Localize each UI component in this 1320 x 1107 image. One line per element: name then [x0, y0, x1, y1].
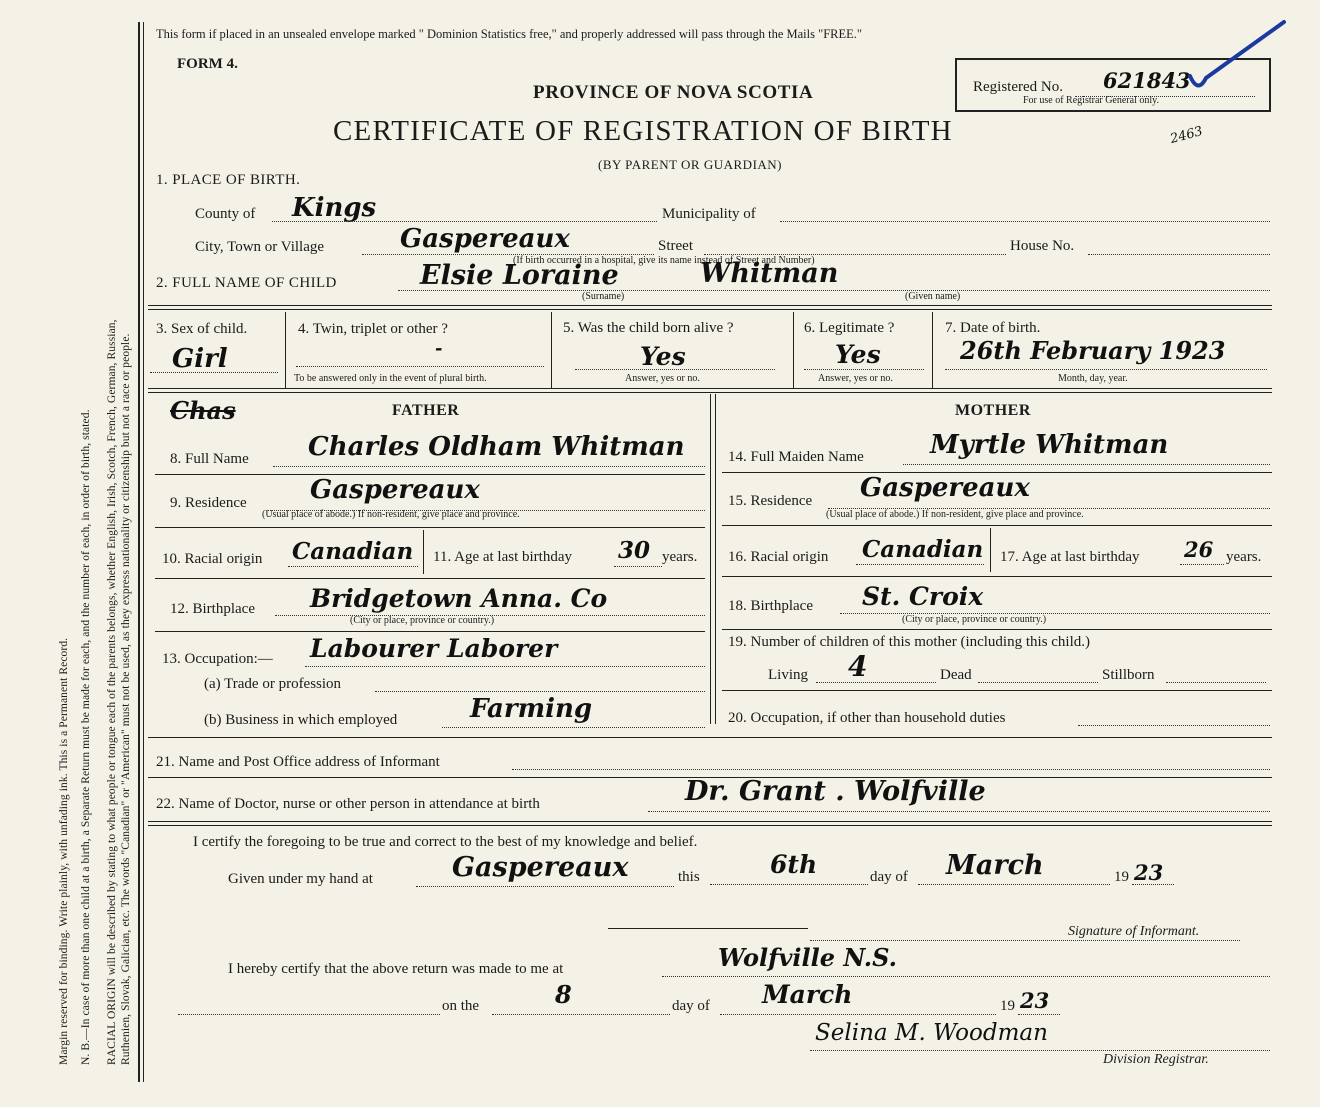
mother-years-label: years.: [1226, 549, 1262, 565]
certify-year-prefix: 19: [1114, 869, 1129, 885]
sex-value: Girl: [172, 344, 228, 374]
mother-residence-caption: (Usual place of abode.) If non-resident, give place and province.: [826, 509, 1084, 520]
mother-origin-label: 16. Racial origin: [728, 549, 829, 565]
stillborn-label: Stillborn: [1102, 667, 1155, 683]
surname-caption: (Surname): [582, 291, 625, 302]
registrar-signature: Selina M. Woodman: [815, 1020, 1048, 1046]
mother-name-value: Myrtle Whitman: [930, 430, 1169, 460]
house-number-label: House No.: [1010, 238, 1075, 254]
certify-statement: I certify the foregoing to be true and correct to the best of my knowledge and belief.: [193, 834, 698, 850]
legitimate-value: Yes: [835, 340, 881, 369]
county-label: County of: [195, 206, 256, 222]
children-count-label: 19. Number of children of this mother (including this child.): [728, 634, 1091, 650]
father-business-value: Farming: [470, 694, 593, 724]
born-alive-value: Yes: [640, 342, 686, 371]
street-label: Street: [658, 238, 693, 254]
father-birthplace-label: 12. Birthplace: [170, 601, 255, 617]
father-name-label: 8. Full Name: [170, 451, 249, 467]
father-residence-label: 9. Residence: [170, 495, 247, 511]
father-years-label: years.: [662, 549, 698, 565]
dob-value: 26th February 1923: [960, 336, 1226, 365]
city-label: City, Town or Village: [195, 239, 325, 255]
legitimate-caption: Answer, yes or no.: [818, 373, 893, 384]
mother-heading: MOTHER: [955, 402, 1031, 419]
registrar-general-note: For use of Registrar General only.: [1023, 95, 1159, 106]
mother-birthplace-value: St. Croix: [862, 582, 984, 611]
father-heading: FATHER: [392, 402, 460, 419]
postal-notice: This form if placed in an unsealed envelope marked " Dominion Statistics free," and properly addressed will pass through the Mails "FREE.": [156, 27, 863, 41]
mother-occupation-label: 20. Occupation, if other than household duties: [728, 710, 1006, 726]
mother-birthplace-caption: (City or place, province or country.): [902, 614, 1047, 625]
mother-birthplace-label: 18. Birthplace: [728, 598, 813, 614]
margin-note-racial-origin-cont: Ruthenien, Slovak, Galician, etc. The words "Canadian" or "American" must not be used, as they express nationality or citizenship but not a race or people.: [120, 333, 132, 1065]
registered-number: 621843: [1103, 68, 1191, 93]
division-registrar-label: Division Registrar.: [1103, 1052, 1209, 1067]
mother-origin-value: Canadian: [862, 536, 984, 563]
mother-name-label: 14. Full Maiden Name: [728, 449, 864, 465]
living-value: 4: [848, 650, 868, 683]
born-alive-label: 5. Was the child born alive ?: [563, 320, 734, 336]
dob-label: 7. Date of birth.: [945, 320, 1041, 336]
mother-age-value: 26: [1184, 537, 1214, 562]
given-name-caption: (Given name): [905, 291, 961, 302]
father-occupation-value: Labourer Laborer: [310, 634, 558, 663]
binding-line-inner: [143, 22, 144, 1082]
father-occupation-label: 13. Occupation:—: [162, 651, 273, 667]
province-heading: PROVINCE OF NOVA SCOTIA: [533, 82, 814, 103]
father-struck-text: Chas: [170, 396, 236, 425]
given-under-label: Given under my hand at: [228, 871, 373, 887]
certify-day-value: 6th: [770, 850, 818, 879]
margin-note-binding: Margin reserved for binding. Write plainly, with unfading ink. This is a Permanent Record.: [58, 637, 70, 1065]
registrar-month-value: March: [762, 980, 853, 1009]
this-label: this: [678, 869, 700, 885]
municipality-label: Municipality of: [662, 206, 756, 222]
registered-label: Registered No.: [973, 79, 1063, 95]
registrar-statement: I hereby certify that the above return was made to me at: [228, 961, 564, 977]
hospital-note: (If birth occurred in a hospital, give its name instead of Street and Number): [513, 255, 815, 266]
mother-residence-value: Gaspereaux: [860, 473, 1030, 503]
registrar-day-value: 8: [555, 980, 572, 1009]
on-the-label: on the: [442, 998, 480, 1014]
registrar-year-value: 23: [1020, 988, 1050, 1013]
margin-note-racial-origin: RACIAL ORIGIN will be described by stating to what people or tongue each of the parents belongs, whether English, Irish, Scotch, French, German, Russian,: [106, 319, 118, 1065]
informant-label: 21. Name and Post Office address of Informant: [156, 754, 440, 770]
doctor-value: Dr. Grant . Wolfville: [685, 776, 986, 807]
doctor-label: 22. Name of Doctor, nurse or other person in attendance at birth: [156, 796, 540, 812]
father-origin-value: Canadian: [292, 538, 414, 565]
father-name-value: Charles Oldham Whitman: [308, 432, 685, 462]
registrar-year-prefix: 19: [1000, 998, 1015, 1014]
certify-day-of-label: day of: [870, 869, 908, 885]
county-value: Kings: [292, 193, 377, 223]
certify-place-value: Gaspereaux: [452, 852, 629, 883]
corner-mark: 2463: [1168, 123, 1205, 148]
father-residence-caption: (Usual place of abode.) If non-resident, give place and province.: [262, 509, 520, 520]
legitimate-label: 6. Legitimate ?: [804, 320, 895, 336]
informant-signature-label: Signature of Informant.: [1068, 924, 1200, 939]
mother-residence-label: 15. Residence: [728, 493, 813, 509]
father-age-value: 30: [618, 537, 651, 564]
sex-label: 3. Sex of child.: [156, 321, 248, 337]
dob-caption: Month, day, year.: [1058, 373, 1128, 384]
father-origin-label: 10. Racial origin: [162, 551, 263, 567]
living-label: Living: [768, 667, 808, 683]
binding-line: [138, 22, 140, 1082]
certify-month-value: March: [946, 850, 1044, 881]
certify-year-value: 23: [1134, 860, 1164, 885]
father-age-label: 11. Age at last birthday: [433, 549, 572, 565]
certificate-subtitle: (BY PARENT OR GUARDIAN): [598, 157, 783, 172]
twin-note: To be answered only in the event of plural birth.: [294, 373, 487, 384]
father-birthplace-caption: (City or place, province or country.): [350, 615, 495, 626]
registrar-day-of-label: day of: [672, 998, 710, 1014]
margin-note-multiple-births: N. B.—In case of more than one child at a birth, a Separate Return must be made for each, and the number of each, in order of birth, stated.: [80, 409, 92, 1065]
form-number: FORM 4.: [177, 56, 238, 72]
place-of-birth-heading: 1. PLACE OF BIRTH.: [156, 172, 301, 188]
registrar-place-value: Wolfville N.S.: [718, 943, 897, 972]
certificate-title: CERTIFICATE OF REGISTRATION OF BIRTH: [333, 115, 953, 147]
born-alive-caption: Answer, yes or no.: [625, 373, 700, 384]
child-name-label: 2. FULL NAME OF CHILD: [156, 275, 337, 291]
mother-age-label: 17. Age at last birthday: [1000, 549, 1140, 565]
father-residence-value: Gaspereaux: [310, 475, 480, 505]
father-business-label: (b) Business in which employed: [204, 712, 398, 728]
father-birthplace-value: Bridgetown Anna. Co: [310, 584, 608, 613]
dead-label: Dead: [940, 667, 972, 683]
check-mark-stroke: [1180, 18, 1290, 98]
child-given-names: Elsie Loraine: [420, 260, 619, 291]
twin-value: -: [435, 338, 443, 359]
child-surname: Whitman: [700, 258, 839, 289]
father-trade-label: (a) Trade or profession: [204, 676, 342, 692]
twin-label: 4. Twin, triplet or other ?: [298, 321, 448, 337]
city-value: Gaspereaux: [400, 224, 570, 254]
